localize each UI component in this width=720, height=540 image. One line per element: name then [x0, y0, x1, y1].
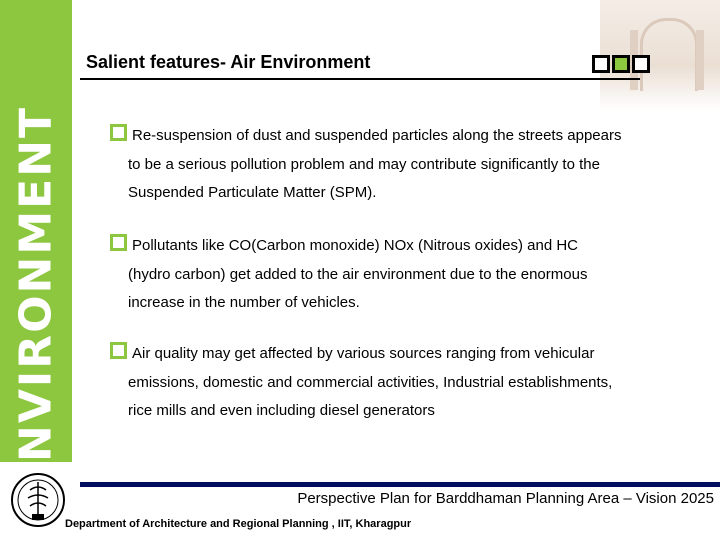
footer-rule — [80, 482, 720, 487]
bullet-box-icon — [110, 124, 127, 141]
bullet-line: rice mills and even including diesel generators — [128, 402, 435, 419]
footer-plan-title: Perspective Plan for Barddhaman Planning Area – Vision 2025 — [297, 490, 714, 507]
bullet-line: to be a serious pollution problem and may contribute significantly to the — [128, 155, 600, 173]
bullet-item — [110, 122, 700, 208]
bullet-item — [110, 232, 700, 318]
institute-logo-icon — [8, 470, 68, 532]
slide-title: Salient features- Air Environment — [86, 52, 371, 72]
side-banner-text: ENVIRONMENT — [10, 105, 62, 495]
bullet-first-line: Re-suspension of dust and suspended particles along the streets appears — [132, 127, 622, 144]
bullet-line: increase in the number of vehicles. — [128, 294, 360, 311]
bullet-item — [110, 340, 700, 426]
bullet-box-icon — [110, 234, 127, 251]
bullet-line: emissions, domestic and commercial activities, Industrial establishments, — [128, 373, 613, 391]
bullet-first-line: Pollutants like CO(Carbon monoxide) NOx (Nitrous oxides) and HC — [132, 237, 579, 254]
bullet-box-icon — [110, 342, 127, 359]
bullet-line: Suspended Particulate Matter (SPM). — [128, 184, 377, 201]
footer-department: Department of Architecture and Regional Planning , IIT, Kharagpur — [65, 518, 412, 530]
bullet-first-line: Air quality may get affected by various sources ranging from vehicular — [132, 345, 595, 362]
bullet-line: (hydro carbon) get added to the air environment due to the enormous — [128, 265, 588, 283]
side-banner — [0, 0, 72, 495]
title-underline — [80, 78, 640, 80]
decorative-squares — [592, 55, 650, 73]
